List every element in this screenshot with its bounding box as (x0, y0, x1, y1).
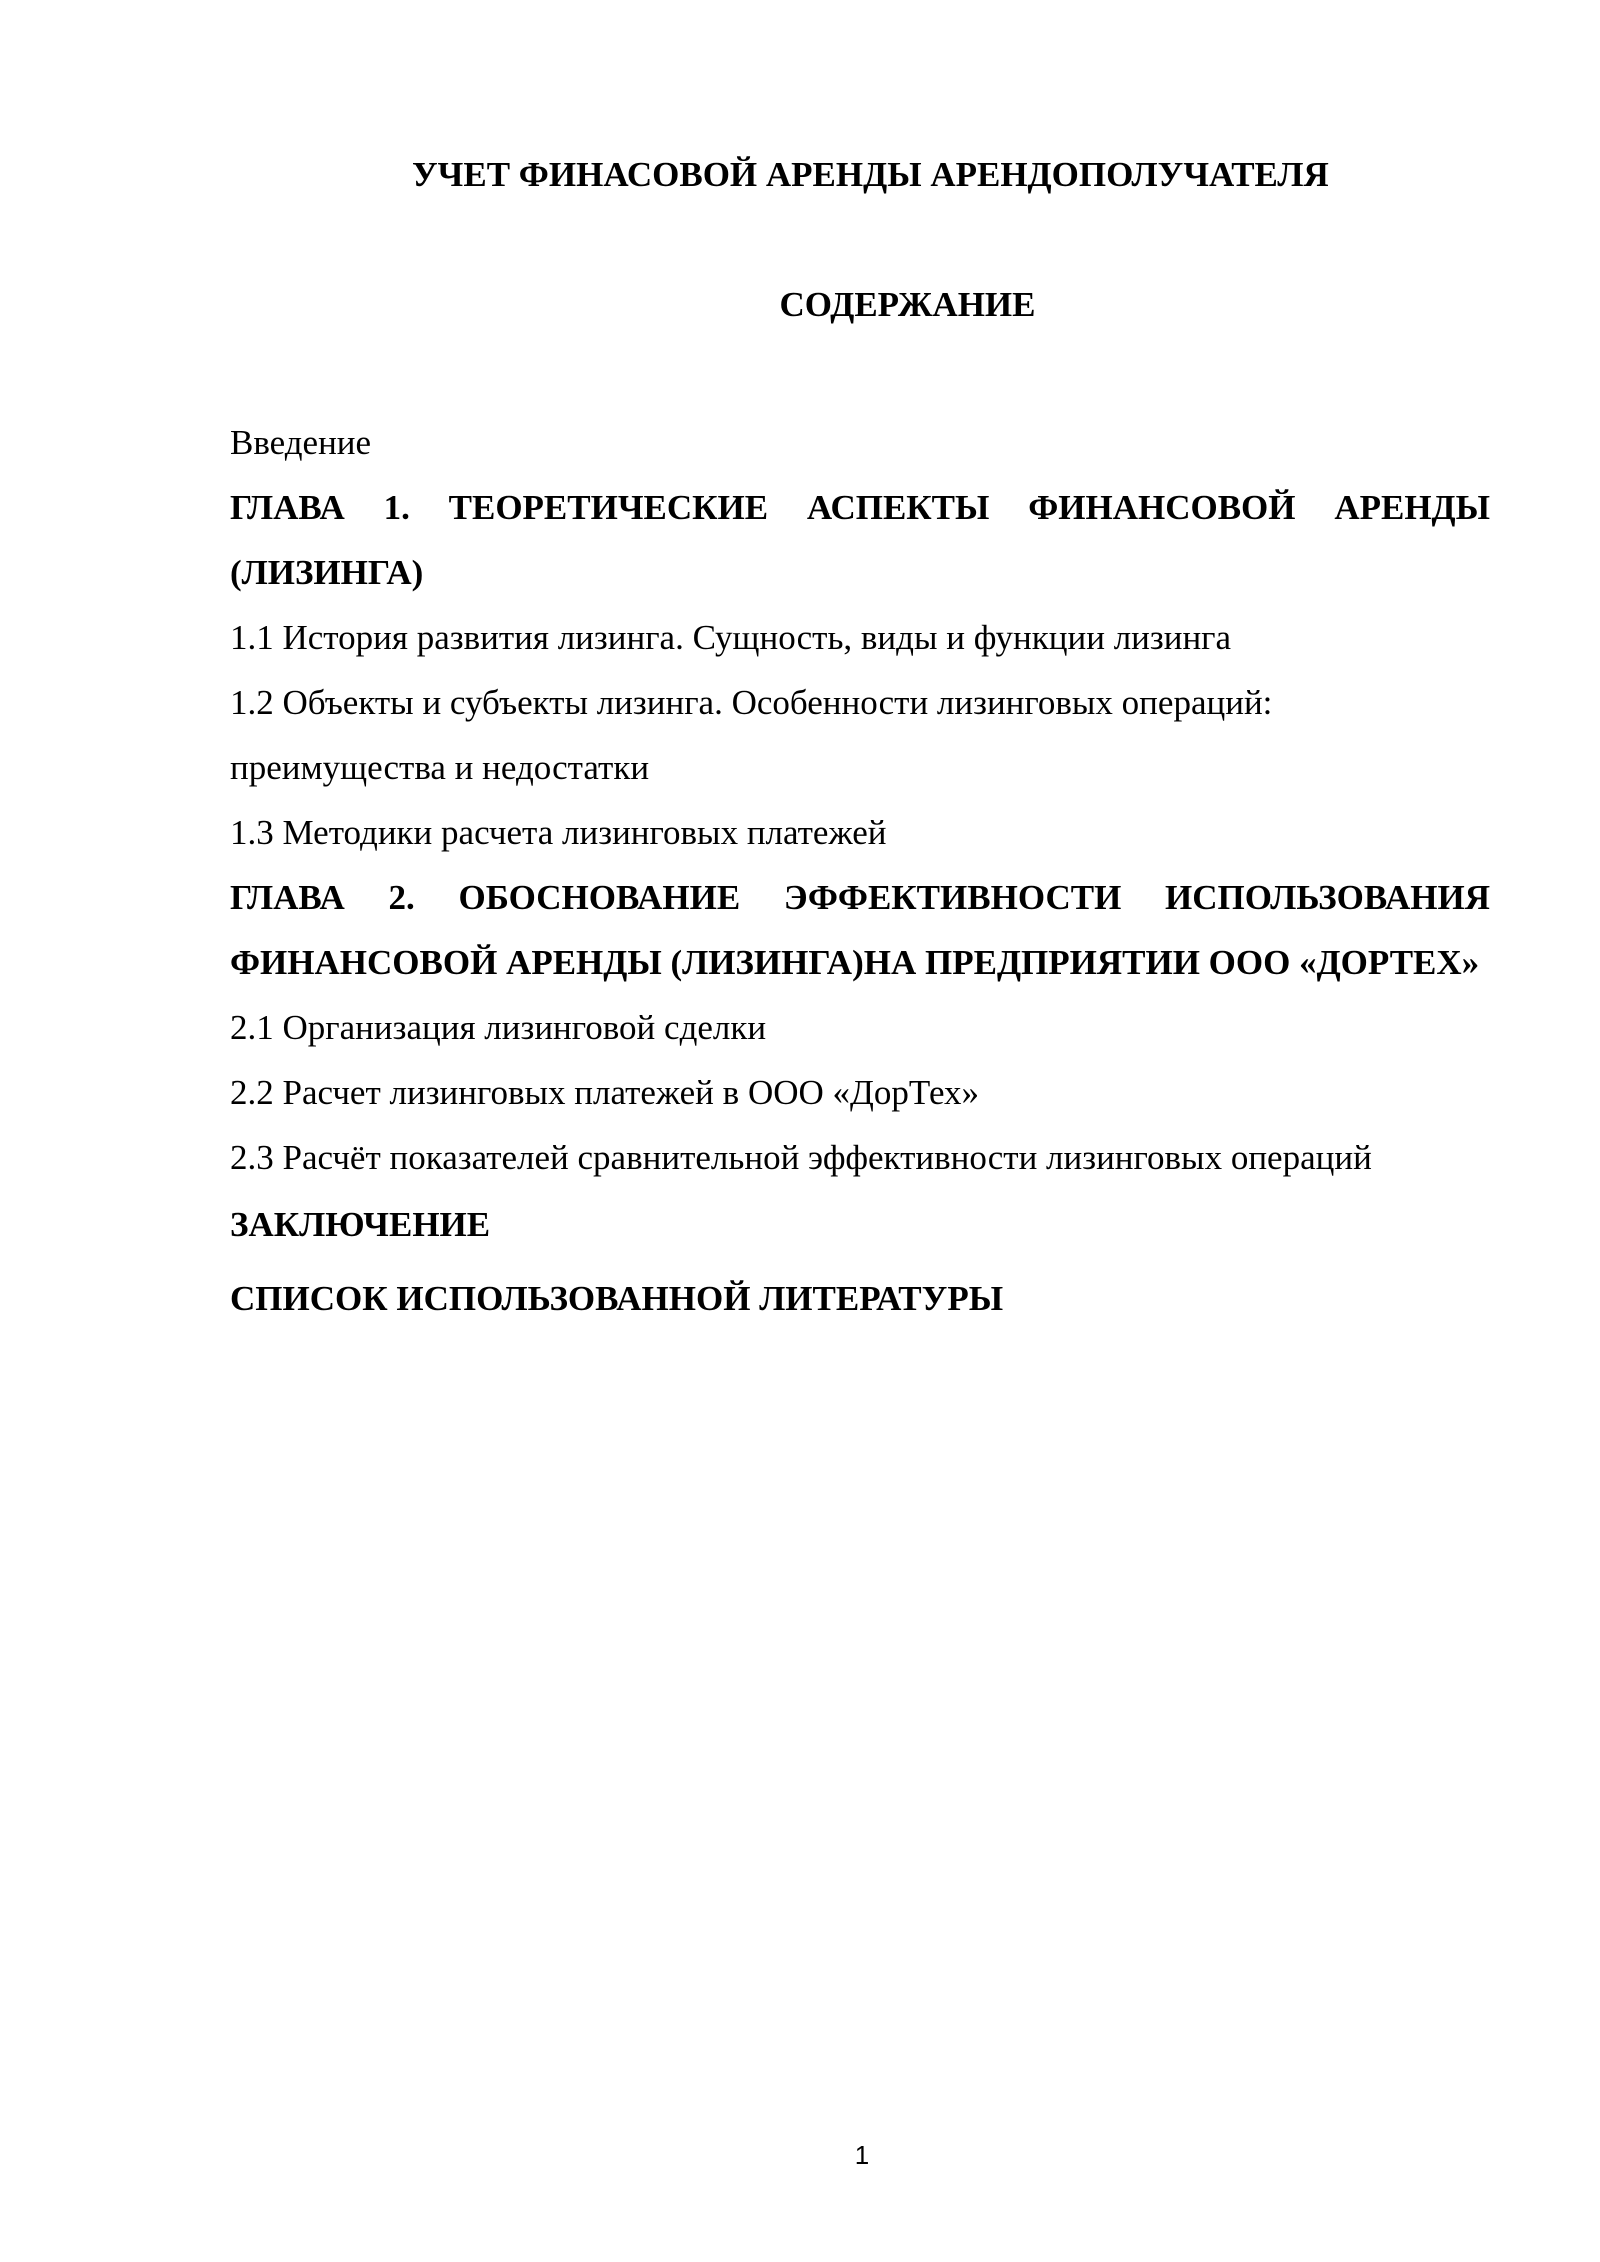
toc-item-chapter-2: ГЛАВА 2. ОБОСНОВАНИЕ ЭФФЕКТИВНОСТИ ИСПОЛЬЗОВАНИЯ ФИНАНСОВОЙ АРЕНДЫ (ЛИЗИНГА)НА ПРЕДПРИЯТИИ ООО «ДОРТЕХ» (230, 878, 1490, 982)
toc-item-section-1-2: 1.2 Объекты и субъекты лизинга. Особенности лизинговых операций: преимущества и недостатки (230, 683, 1273, 787)
toc-item-conclusion: ЗАКЛЮЧЕНИЕ (230, 1205, 491, 1244)
toc-item-introduction: Введение (230, 423, 372, 462)
document-title: УЧЕТ ФИНАСОВОЙ АРЕНДЫ АРЕНДОПОЛУЧАТЕЛЯ (412, 155, 1329, 194)
toc-item-section-1-1: 1.1 История развития лизинга. Сущность, виды и функции лизинга (230, 618, 1232, 657)
toc-item-bibliography: СПИСОК ИСПОЛЬЗОВАННОЙ ЛИТЕРАТУРЫ (230, 1279, 1004, 1318)
toc-item-section-2-1: 2.1 Организация лизинговой сделки (230, 1008, 767, 1047)
toc-item-section-2-3: 2.3 Расчёт показателей сравнительной эффективности лизинговых операций (230, 1138, 1372, 1177)
toc-item-section-2-2: 2.2 Расчет лизинговых платежей в ООО «ДорТех» (230, 1073, 980, 1112)
table-of-contents (230, 410, 1490, 1339)
page-number: 1 (854, 2140, 870, 2170)
toc-item-chapter-1: ГЛАВА 1. ТЕОРЕТИЧЕСКИЕ АСПЕКТЫ ФИНАНСОВОЙ АРЕНДЫ (ЛИЗИНГА) (230, 488, 1490, 592)
toc-heading: СОДЕРЖАНИЕ (779, 285, 1036, 324)
toc-item-section-1-3: 1.3 Методики расчета лизинговых платежей (230, 813, 887, 852)
